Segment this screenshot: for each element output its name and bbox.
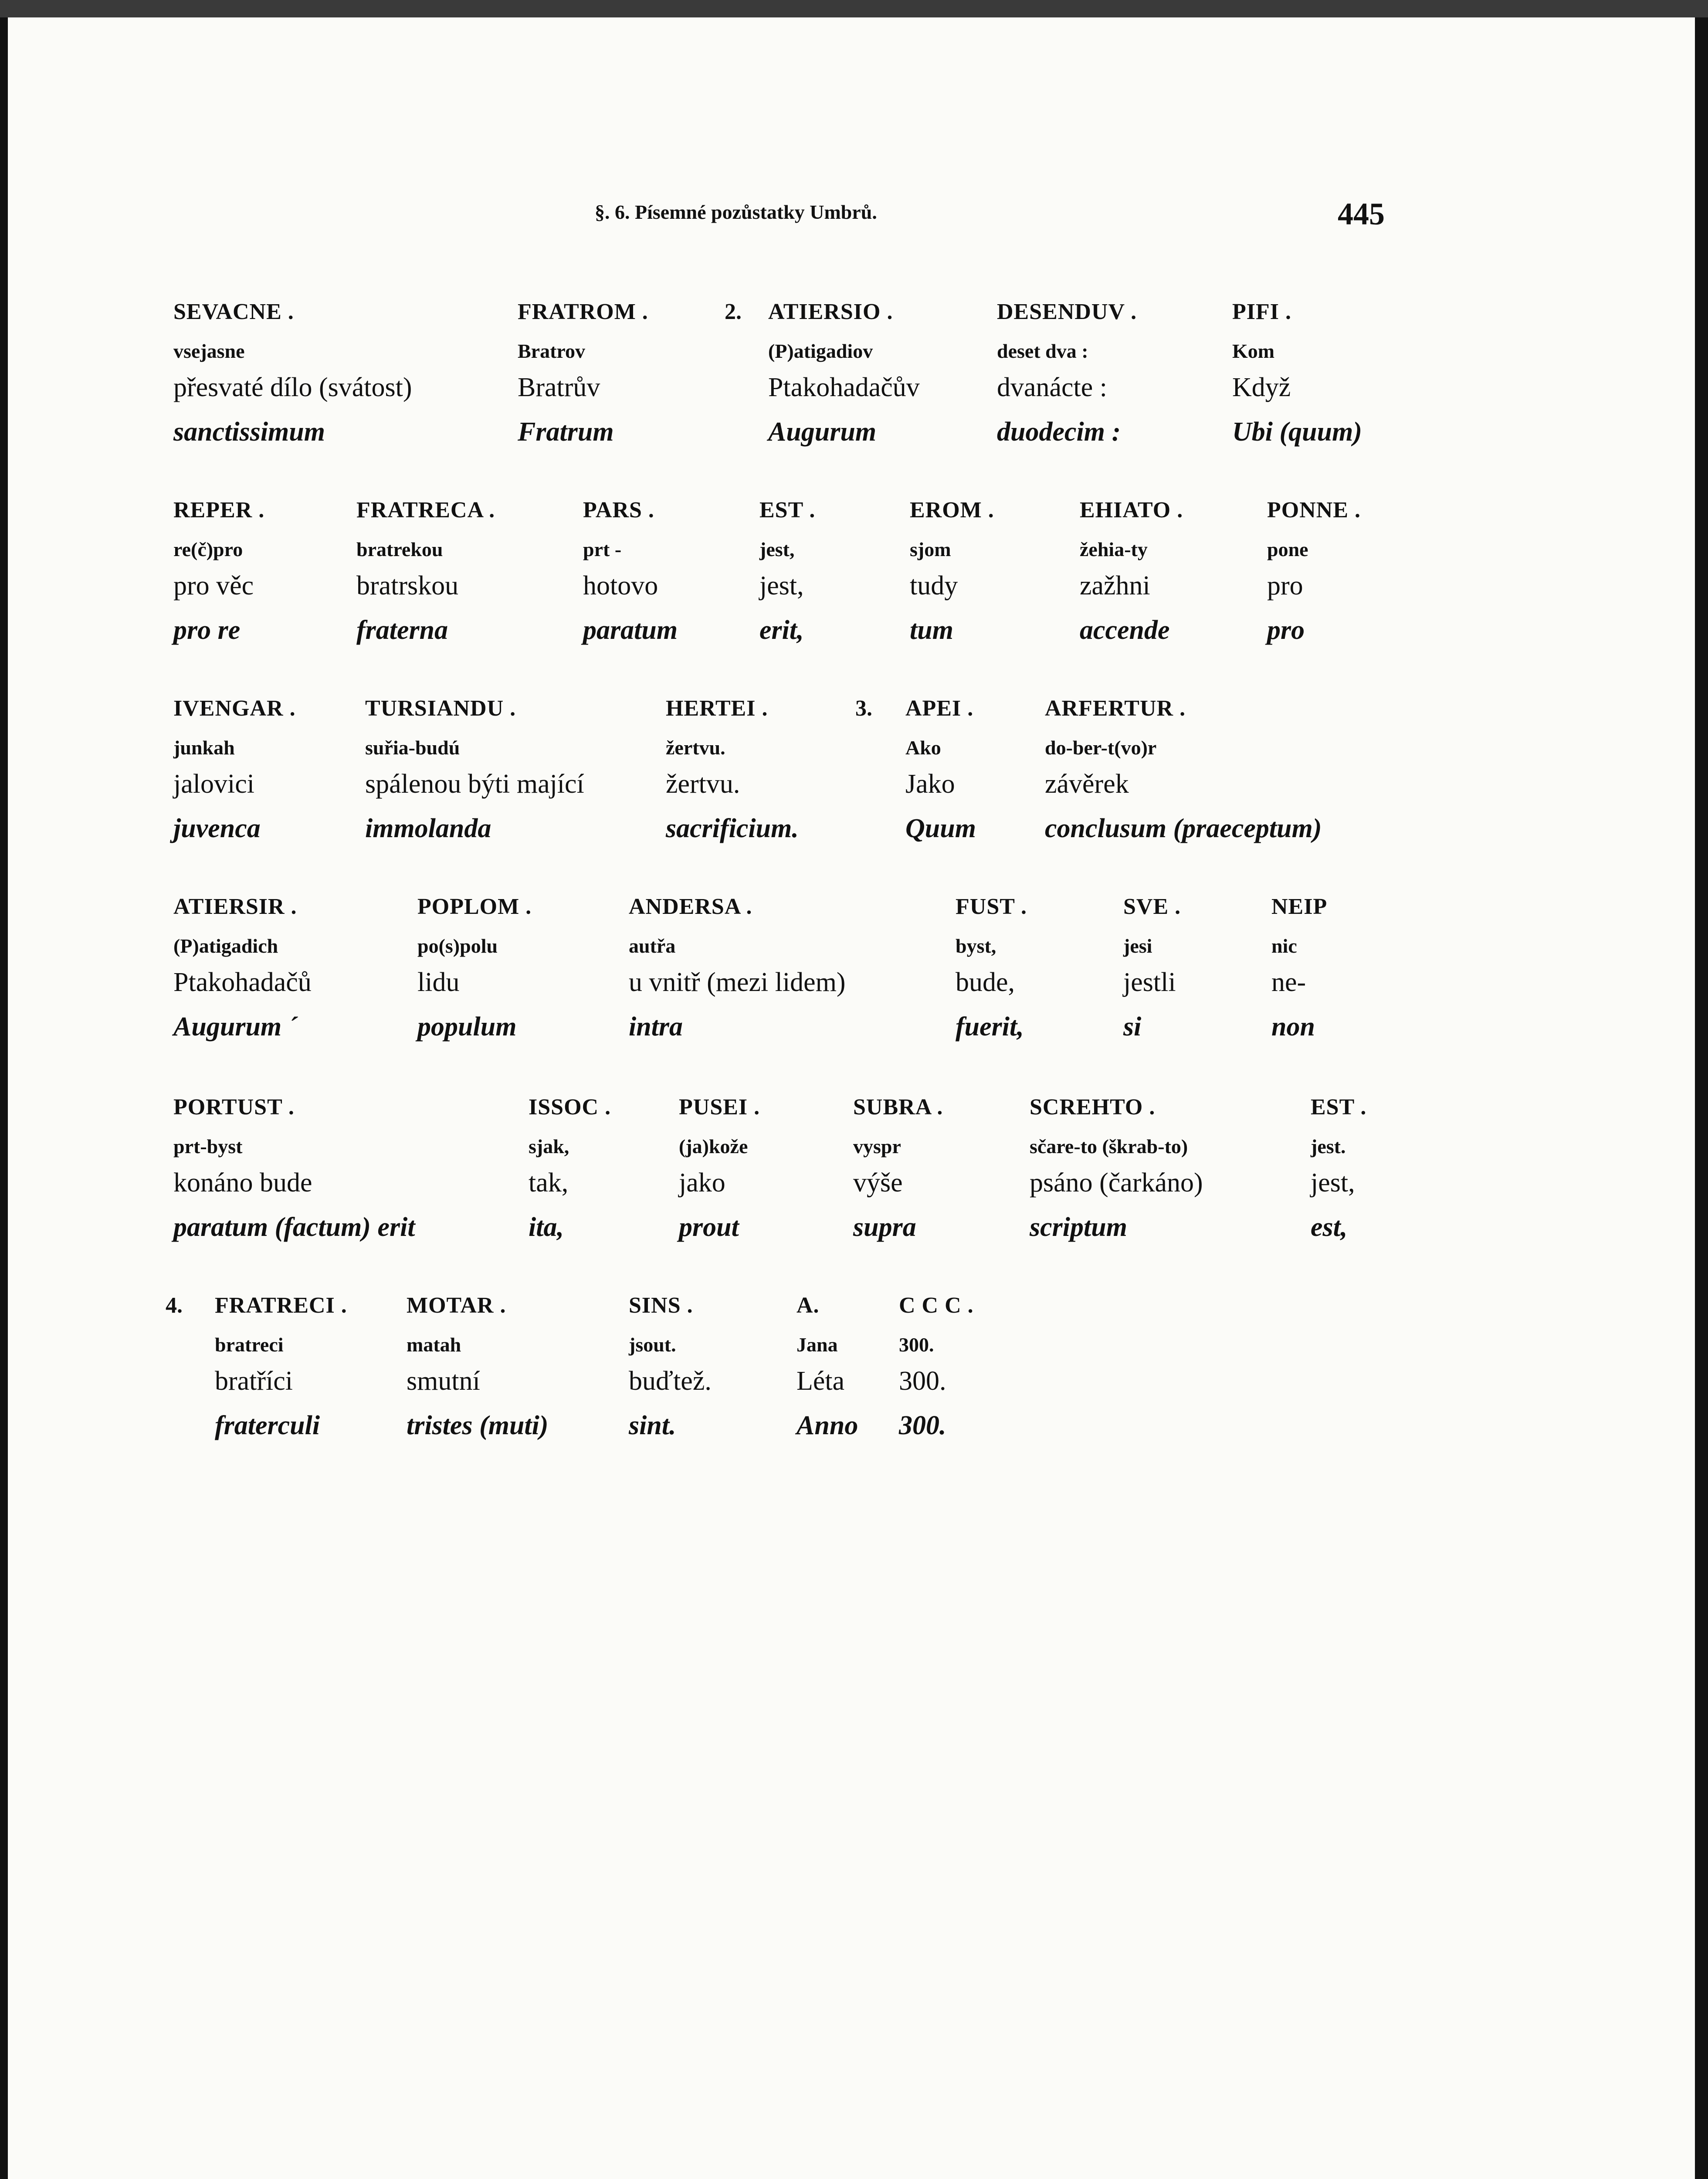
- transliteration: 300.: [899, 1334, 934, 1356]
- czech-translation: bratrskou: [356, 571, 459, 601]
- latin-translation: paratum: [583, 615, 678, 645]
- transliteration: junkah: [173, 737, 235, 759]
- latin-translation: Ubi (quum): [1232, 417, 1362, 447]
- latin-translation: erit,: [759, 615, 804, 645]
- umbrian-word: MOTAR .: [407, 1293, 506, 1318]
- section-number: 2.: [725, 299, 742, 324]
- umbrian-word: EST .: [1311, 1095, 1367, 1120]
- czech-translation: Jako: [905, 769, 955, 799]
- latin-translation: 300.: [899, 1411, 946, 1440]
- czech-translation: psáno (čarkáno): [1030, 1168, 1203, 1198]
- transliteration: žertvu.: [666, 737, 725, 759]
- umbrian-word: EST .: [759, 498, 816, 523]
- umbrian-word: PARS .: [583, 498, 654, 523]
- transliteration: sjak,: [529, 1135, 569, 1157]
- transliteration: autřa: [629, 935, 676, 957]
- latin-translation: immolanda: [365, 814, 491, 843]
- transliteration: bratreci: [215, 1334, 284, 1356]
- czech-translation: jestli: [1123, 967, 1176, 997]
- latin-translation: pro: [1267, 615, 1305, 645]
- page: [8, 17, 1695, 2179]
- czech-translation: Ptakohadačů: [173, 967, 312, 997]
- latin-translation: populum: [417, 1012, 517, 1042]
- transliteration: prt -: [583, 538, 622, 560]
- umbrian-word: SUBRA .: [853, 1095, 943, 1120]
- transliteration: žehia-ty: [1080, 538, 1148, 560]
- umbrian-word: ISSOC .: [529, 1095, 611, 1120]
- czech-translation: tudy: [910, 571, 958, 601]
- running-head: §. 6. Písemné pozůstatky Umbrů.: [595, 201, 877, 223]
- transliteration: deset dva :: [997, 340, 1088, 362]
- umbrian-word: SVE .: [1123, 894, 1181, 919]
- scan-border: [0, 0, 1708, 17]
- czech-translation: přesvaté dílo (svátost): [173, 373, 412, 402]
- latin-translation: sint.: [629, 1411, 676, 1440]
- czech-translation: Ptakohadačův: [768, 373, 920, 402]
- latin-translation: est,: [1311, 1212, 1348, 1242]
- transliteration: Jana: [796, 1334, 838, 1356]
- umbrian-word: A.: [796, 1293, 820, 1318]
- latin-translation: accende: [1080, 615, 1170, 645]
- umbrian-word: DESENDUV .: [997, 299, 1137, 324]
- czech-translation: dvanácte :: [997, 373, 1108, 402]
- umbrian-word: SINS .: [629, 1293, 693, 1318]
- czech-translation: výše: [853, 1168, 903, 1198]
- latin-translation: si: [1123, 1012, 1142, 1042]
- latin-translation: Augurum: [768, 417, 877, 447]
- czech-translation: Bratrův: [518, 373, 600, 402]
- latin-translation: Anno: [796, 1411, 858, 1440]
- transliteration: do-ber-t(vo)r: [1045, 737, 1157, 759]
- latin-translation: paratum (factum) erit: [173, 1212, 415, 1242]
- latin-translation: juvenca: [173, 814, 261, 843]
- umbrian-word: ATIERSIR .: [173, 894, 297, 919]
- umbrian-word: APEI .: [905, 696, 974, 721]
- transliteration: nic: [1271, 935, 1297, 957]
- latin-translation: fuerit,: [956, 1012, 1024, 1042]
- umbrian-word: FRATROM .: [518, 299, 648, 324]
- latin-translation: intra: [629, 1012, 683, 1042]
- umbrian-word: C C C .: [899, 1293, 974, 1318]
- transliteration: jest.: [1311, 1135, 1346, 1157]
- transliteration: (ja)kože: [679, 1135, 748, 1157]
- latin-translation: tristes (muti): [407, 1411, 549, 1440]
- transliteration: vyspr: [853, 1135, 901, 1157]
- transliteration: vsejasne: [173, 340, 245, 362]
- czech-translation: ne-: [1271, 967, 1306, 997]
- czech-translation: u vnitř (mezi lidem): [629, 967, 846, 997]
- transliteration: suřia-budú: [365, 737, 460, 759]
- umbrian-word: PIFI .: [1232, 299, 1291, 324]
- umbrian-word: ARFERTUR .: [1045, 696, 1186, 721]
- czech-translation: pro: [1267, 571, 1303, 601]
- umbrian-word: HERTEI .: [666, 696, 768, 721]
- transliteration: sjom: [910, 538, 951, 560]
- latin-translation: non: [1271, 1012, 1315, 1042]
- transliteration: Ako: [905, 737, 941, 759]
- latin-translation: Quum: [905, 814, 976, 843]
- umbrian-word: NEIP: [1271, 894, 1328, 919]
- czech-translation: tak,: [529, 1168, 569, 1198]
- umbrian-word: PUSEI .: [679, 1095, 760, 1120]
- latin-translation: Augurum ´: [173, 1012, 298, 1042]
- latin-translation: conclusum (praeceptum): [1045, 814, 1322, 843]
- czech-translation: bratříci: [215, 1366, 293, 1396]
- latin-translation: fraterculi: [215, 1411, 320, 1440]
- latin-translation: duodecim :: [997, 417, 1121, 447]
- czech-translation: žertvu.: [666, 769, 740, 799]
- czech-translation: Když: [1232, 373, 1291, 402]
- czech-translation: Léta: [796, 1366, 845, 1396]
- umbrian-word: PORTUST .: [173, 1095, 295, 1120]
- latin-translation: sacrificium.: [666, 814, 799, 843]
- umbrian-word: REPER .: [173, 498, 265, 523]
- section-number: 3.: [855, 696, 872, 721]
- page-number: 445: [1338, 197, 1385, 231]
- czech-translation: 300.: [899, 1366, 946, 1396]
- transliteration: jsout.: [629, 1334, 676, 1356]
- transliteration: po(s)polu: [417, 935, 498, 957]
- transliteration: bratrekou: [356, 538, 443, 560]
- transliteration: pone: [1267, 538, 1308, 560]
- umbrian-word: ATIERSIO .: [768, 299, 893, 324]
- transliteration: Bratrov: [518, 340, 586, 362]
- umbrian-word: SEVACNE .: [173, 299, 294, 324]
- section-number: 4.: [166, 1293, 183, 1318]
- transliteration: byst,: [956, 935, 996, 957]
- umbrian-word: PONNE .: [1267, 498, 1361, 523]
- czech-translation: hotovo: [583, 571, 658, 601]
- umbrian-word: EHIATO .: [1080, 498, 1183, 523]
- latin-translation: fraterna: [356, 615, 448, 645]
- czech-translation: smutní: [407, 1366, 480, 1396]
- transliteration: jest,: [759, 538, 795, 560]
- transliteration: (P)atigadich: [173, 935, 278, 957]
- umbrian-word: FRATRECI .: [215, 1293, 347, 1318]
- latin-translation: supra: [853, 1212, 916, 1242]
- czech-translation: jest,: [1311, 1168, 1355, 1198]
- latin-translation: sanctissimum: [173, 417, 325, 447]
- czech-translation: jako: [679, 1168, 725, 1198]
- umbrian-word: SCREHTO .: [1030, 1095, 1156, 1120]
- transliteration: (P)atigadiov: [768, 340, 873, 362]
- transliteration: matah: [407, 1334, 461, 1356]
- umbrian-word: POPLOM .: [417, 894, 532, 919]
- czech-translation: konáno bude: [173, 1168, 312, 1198]
- latin-translation: pro re: [173, 615, 241, 645]
- czech-translation: jalovici: [173, 769, 254, 799]
- transliteration: jesi: [1123, 935, 1152, 957]
- latin-translation: prout: [679, 1212, 739, 1242]
- czech-translation: jest,: [759, 571, 804, 601]
- transliteration: Kom: [1232, 340, 1275, 362]
- latin-translation: scriptum: [1030, 1212, 1127, 1242]
- czech-translation: závěrek: [1045, 769, 1129, 799]
- transliteration: prt-byst: [173, 1135, 243, 1157]
- czech-translation: spálenou býti mající: [365, 769, 584, 799]
- czech-translation: bude,: [956, 967, 1015, 997]
- latin-translation: Fratrum: [518, 417, 614, 447]
- czech-translation: lidu: [417, 967, 460, 997]
- umbrian-word: ANDERSA .: [629, 894, 752, 919]
- umbrian-word: FRATRECA .: [356, 498, 495, 523]
- czech-translation: zažhni: [1080, 571, 1150, 601]
- latin-translation: ita,: [529, 1212, 564, 1242]
- umbrian-word: EROM .: [910, 498, 994, 523]
- latin-translation: tum: [910, 615, 953, 645]
- transliteration: re(č)pro: [173, 538, 243, 560]
- czech-translation: pro věc: [173, 571, 254, 601]
- umbrian-word: IVENGAR .: [173, 696, 296, 721]
- umbrian-word: FUST .: [956, 894, 1027, 919]
- transliteration: sčare-to (škrab-to): [1030, 1135, 1188, 1157]
- czech-translation: buďtež.: [629, 1366, 712, 1396]
- umbrian-word: TURSIANDU .: [365, 696, 516, 721]
